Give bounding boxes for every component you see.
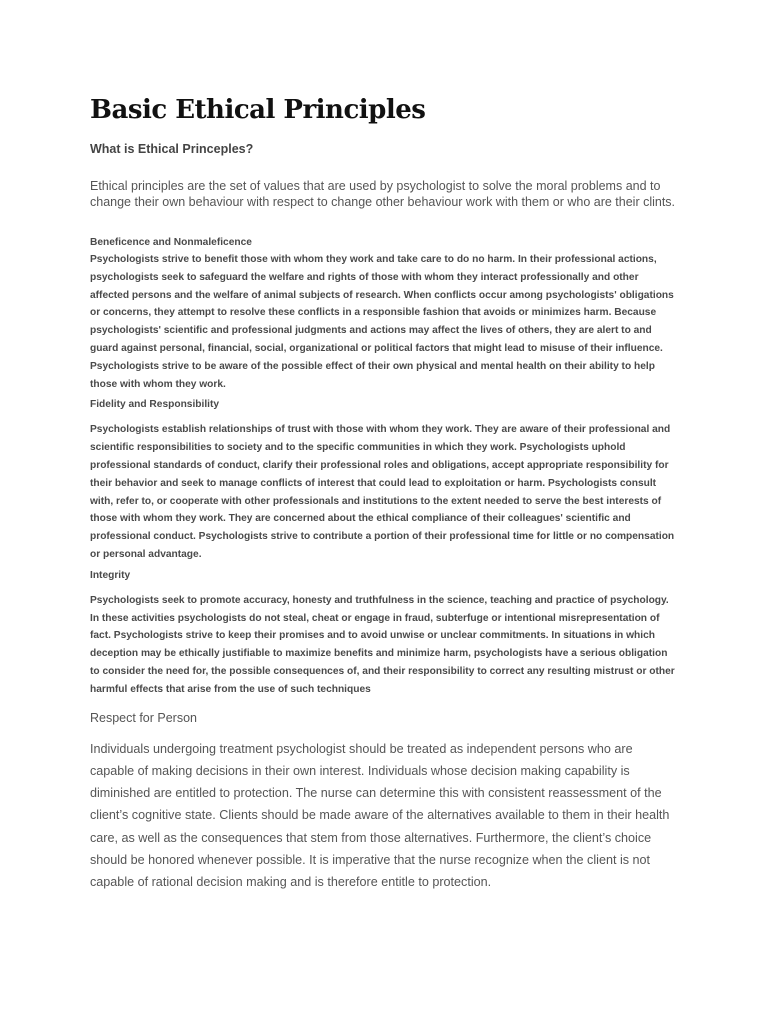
question-heading: What is Ethical Princeples? (90, 142, 254, 156)
section-body-beneficence: Psychologists strive to benefit those with whom they work and take care to do no harm. In their professional actions, psychologists seek to safeguard the welfare and rights of those with whom they interact professionally and other affected persons and the welfare of animal subjects of research. When conflicts occur among psychologists' obligations or concerns, they attempt to resolve these conflicts in a responsible fashion that avoids or minimizes harm. Because psychologists' scientific and professional judgments and actions may affect the lives of others, they are alert to and guard against personal, financial, social, organizational or political factors that might lead to misuse of their influence. Psychologists strive to be aware of the possible effect of their own physical and mental health on their ability to help those with whom they work. (90, 254, 674, 390)
intro-paragraph: Ethical principles are the set of values that are used by psychologist to solve the moral problems and to change their own behaviour with respect to change other behaviour work with them or who are their clints. (90, 179, 676, 209)
section-heading-beneficence: Beneficence and Nonmaleficence (90, 237, 252, 248)
page-title: Basic Ethical Principles (90, 95, 426, 125)
section-body-integrity: Psychologists seek to promote accuracy, honesty and truthfulness in the science, teaching and practice of psychology. In these activities psychologists do not steal, cheat or engage in fraud, subterfuge or intentional misrepresentation of fact. Psychologists strive to keep their promises and to avoid unwise or unclear commitments. In situations in which deception may be ethically justifiable to maximize benefits and minimize harm, psychologists have a serious obligation to consider the need for, the possible consequences of, and their responsibility to correct any resulting mistrust or other harmful effects that arise from the use of such techniques (90, 594, 675, 695)
section-body-fidelity: Psychologists establish relationships of trust with those with whom they work. They are aware of their professional and scientific responsibilities to society and to the specific communities in which they work. Psychologists uphold professional standards of conduct, clarify their professional roles and obligations, accept appropriate responsibility for their behavior and seek to manage conflicts of interest that could lead to exploitation or harm. Psychologists consult with, refer to, or cooperate with other professionals and institutions to the extent needed to serve the best interests of those with whom they work. They are concerned about the ethical compliance of their colleagues' scientific and professional conduct. Psychologists strive to contribute a portion of their professional time for little or no compensation or personal advantage. (90, 424, 675, 560)
section-heading-respect: Respect for Person (90, 710, 197, 725)
section-heading-integrity: Integrity (90, 569, 131, 581)
section-heading-fidelity: Fidelity and Responsibility (90, 399, 220, 411)
section-body-respect: Individuals undergoing treatment psychologist should be treated as independent persons who are capable of making decisions in their own interest. Individuals whose decision making capability is diminished are entitled to protection. The nurse can determine this with consistent reassessment of the client’s cognitive state. Clients should be made aware of the alternatives available to them in their health care, as well as the consequences that stem from those alternatives. Furthermore, the client’s choice should be honored whenever possible. It is imperative that the nurse recognize when the client is not capable of rational decision making and is therefore entitle to protection. (90, 741, 670, 890)
